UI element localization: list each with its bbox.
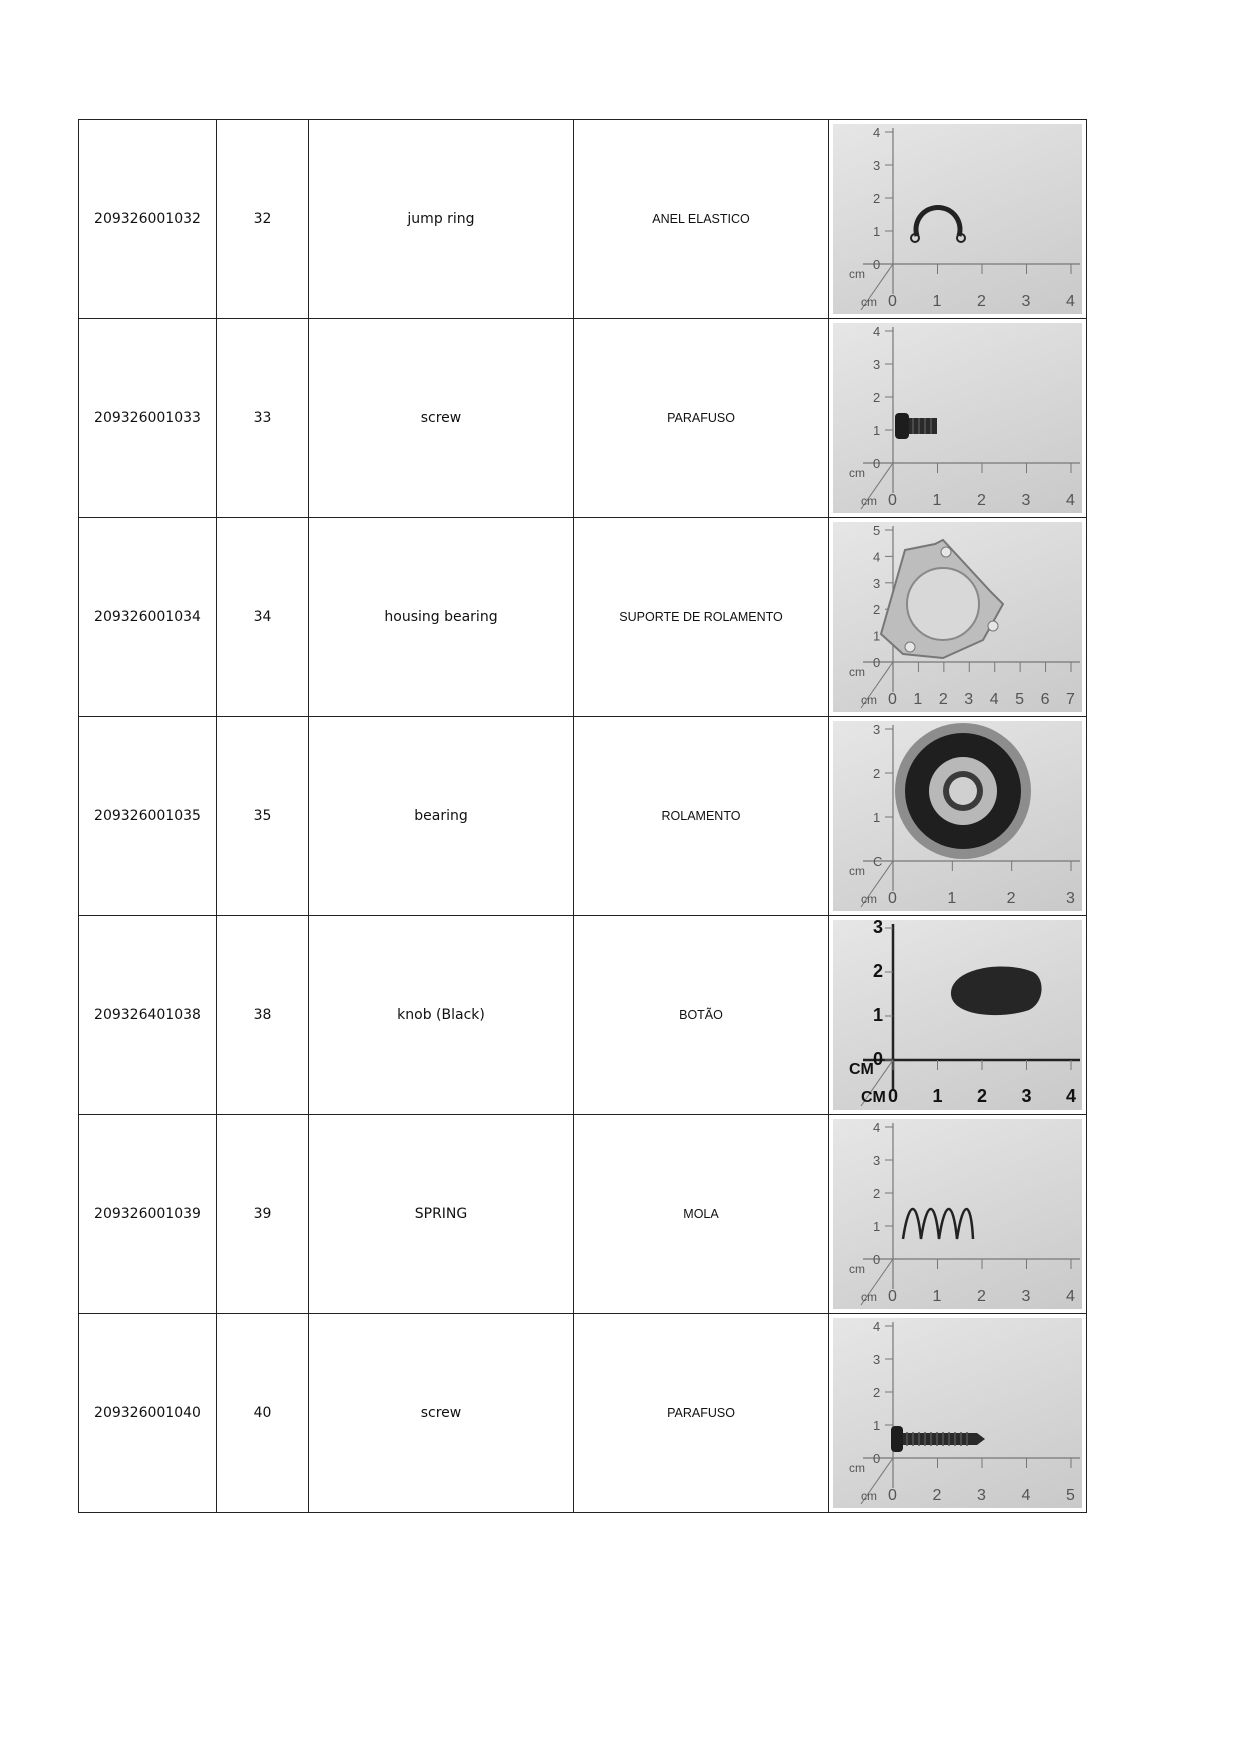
part-photo-cell bbox=[829, 1115, 1087, 1314]
part-photo bbox=[833, 721, 1082, 911]
unit-label-left: cm bbox=[849, 1262, 865, 1276]
scale-tick-label: 2 bbox=[977, 1086, 988, 1106]
spring-icon bbox=[903, 1209, 973, 1239]
scale-tick-label: 0 bbox=[873, 655, 881, 670]
part-photo-cell bbox=[829, 319, 1087, 518]
part-photo bbox=[833, 920, 1082, 1110]
unit-label-left: CM bbox=[849, 1061, 874, 1078]
part-name-english: housing bearing bbox=[309, 518, 574, 717]
scale-tick-label: 6 bbox=[1040, 691, 1050, 708]
scale-tick-label: 2 bbox=[873, 961, 884, 981]
scale-tick-label: 2 bbox=[932, 1487, 942, 1504]
unit-label-left: cm bbox=[849, 864, 865, 878]
part-photo-cell bbox=[829, 916, 1087, 1115]
scale-tick-label: 1 bbox=[873, 1005, 884, 1025]
part-name-portuguese: PARAFUSO bbox=[574, 1314, 829, 1513]
item-number: 33 bbox=[217, 319, 309, 518]
scale-tick-label: 1 bbox=[932, 1086, 943, 1106]
parts-table bbox=[78, 119, 1087, 1513]
scale-tick-label: 1 bbox=[873, 1219, 881, 1234]
item-number: 40 bbox=[217, 1314, 309, 1513]
scale-tick-label: 1 bbox=[873, 810, 881, 825]
scale-tick-label: 4 bbox=[873, 324, 881, 339]
table-row bbox=[79, 518, 1087, 717]
unit-label-bottom: cm bbox=[861, 494, 877, 508]
scale-tick-label: 1 bbox=[873, 423, 881, 438]
item-number: 34 bbox=[217, 518, 309, 717]
scale-tick-label: 3 bbox=[873, 1352, 881, 1367]
table-row bbox=[79, 1115, 1087, 1314]
part-name-portuguese: ROLAMENTO bbox=[574, 717, 829, 916]
scale-tick-label: 1 bbox=[932, 1288, 942, 1305]
scale-tick-label: 1 bbox=[913, 691, 923, 708]
scale-tick-label: 1 bbox=[873, 224, 881, 239]
scale-tick-label: 0 bbox=[888, 492, 897, 509]
scale-tick-label: 2 bbox=[977, 1288, 986, 1305]
scale-tick-label: 7 bbox=[1066, 691, 1075, 708]
scale-tick-label: 1 bbox=[932, 492, 942, 509]
part-photo bbox=[833, 323, 1082, 513]
bearing-housing-icon bbox=[881, 540, 1003, 658]
scale-tick-label: 4 bbox=[873, 1120, 881, 1135]
scale-tick-label: 2 bbox=[873, 1385, 881, 1400]
scale-tick-label: 4 bbox=[1066, 492, 1075, 509]
scale-tick-label: 0 bbox=[873, 1252, 881, 1267]
scale-tick-label: 4 bbox=[873, 125, 881, 140]
unit-label-bottom: cm bbox=[861, 892, 877, 906]
scale-tick-label: 2 bbox=[873, 390, 881, 405]
scale-tick-label: 3 bbox=[873, 722, 881, 737]
unit-label-left: cm bbox=[849, 665, 865, 679]
part-code: 209326001034 bbox=[79, 518, 217, 717]
part-name-english: jump ring bbox=[309, 120, 574, 319]
scale-tick-label: 0 bbox=[888, 1288, 897, 1305]
part-code: 209326001035 bbox=[79, 717, 217, 916]
scale-tick-label: 0 bbox=[888, 293, 897, 310]
part-code: 209326001040 bbox=[79, 1314, 217, 1513]
scale-tick-label: 3 bbox=[1021, 293, 1031, 310]
scale-tick-label: 4 bbox=[873, 549, 881, 565]
item-number: 32 bbox=[217, 120, 309, 319]
scale-tick-label: 4 bbox=[1066, 1086, 1077, 1106]
scale-tick-label: 0 bbox=[873, 1451, 881, 1466]
scale-tick-label: 0 bbox=[888, 890, 897, 907]
scale-tick-label: 1 bbox=[947, 890, 957, 907]
part-photo-cell bbox=[829, 717, 1087, 916]
scale-tick-label: 1 bbox=[873, 1418, 881, 1433]
scale-tick-label: 3 bbox=[1021, 1288, 1031, 1305]
measurement-scale bbox=[849, 125, 1080, 310]
screw-icon bbox=[895, 413, 937, 439]
scale-tick-label: 0 bbox=[888, 1487, 897, 1504]
part-name-english: bearing bbox=[309, 717, 574, 916]
measurement-scale bbox=[849, 324, 1080, 509]
scale-tick-label: 2 bbox=[873, 602, 881, 618]
scale-tick-label: 3 bbox=[964, 691, 974, 708]
item-number: 35 bbox=[217, 717, 309, 916]
scale-tick-label: 2 bbox=[977, 492, 986, 509]
scale-tick-label: 0 bbox=[873, 1049, 884, 1069]
scale-tick-label: 3 bbox=[873, 357, 881, 372]
part-code: 209326001032 bbox=[79, 120, 217, 319]
part-photo bbox=[833, 522, 1082, 712]
part-code: 209326001039 bbox=[79, 1115, 217, 1314]
scale-tick-label: 4 bbox=[1066, 293, 1075, 310]
part-photo-cell bbox=[829, 120, 1087, 319]
part-photo-cell bbox=[829, 1314, 1087, 1513]
scale-tick-label: 3 bbox=[873, 158, 881, 173]
scale-tick-label: 3 bbox=[1021, 492, 1031, 509]
scale-tick-label: 3 bbox=[1021, 1086, 1032, 1106]
item-number: 38 bbox=[217, 916, 309, 1115]
table-row bbox=[79, 1314, 1087, 1513]
scale-tick-label: 0 bbox=[873, 257, 881, 272]
unit-label-bottom: cm bbox=[861, 693, 877, 707]
scale-tick-label: 1 bbox=[932, 293, 942, 310]
scale-tick-label: 2 bbox=[938, 691, 948, 708]
scale-tick-label: 2 bbox=[1006, 890, 1016, 907]
part-name-english: SPRING bbox=[309, 1115, 574, 1314]
scale-tick-label: 0 bbox=[888, 1086, 899, 1106]
knob-icon bbox=[951, 966, 1042, 1015]
unit-label-left: cm bbox=[849, 466, 865, 480]
scale-tick-label: 3 bbox=[873, 575, 881, 591]
unit-label-left: cm bbox=[849, 267, 865, 281]
measurement-scale bbox=[849, 1319, 1080, 1504]
jump-ring-icon bbox=[911, 207, 965, 242]
scale-tick-label: 0 bbox=[888, 691, 897, 708]
unit-label-bottom: cm bbox=[861, 1489, 877, 1503]
unit-label-bottom: cm bbox=[861, 1290, 877, 1304]
part-photo-cell bbox=[829, 518, 1087, 717]
scale-tick-label: 5 bbox=[1066, 1487, 1075, 1504]
scale-tick-label: 0 bbox=[873, 456, 881, 471]
part-name-portuguese: SUPORTE DE ROLAMENTO bbox=[574, 518, 829, 717]
scale-tick-label: 5 bbox=[873, 523, 881, 538]
part-name-portuguese: BOTÃO bbox=[574, 916, 829, 1115]
measurement-scale bbox=[849, 920, 1080, 1106]
unit-label-bottom: cm bbox=[861, 295, 877, 309]
part-name-english: knob (Black) bbox=[309, 916, 574, 1115]
part-photo bbox=[833, 1119, 1082, 1309]
scale-tick-label: 3 bbox=[873, 1153, 881, 1168]
long-screw-icon bbox=[891, 1426, 985, 1452]
scale-tick-label: 2 bbox=[873, 191, 881, 206]
unit-label-bottom: CM bbox=[861, 1089, 886, 1106]
bearing-icon bbox=[895, 723, 1031, 859]
part-name-english: screw bbox=[309, 1314, 574, 1513]
part-name-portuguese: PARAFUSO bbox=[574, 319, 829, 518]
scale-tick-label: 4 bbox=[989, 691, 999, 708]
scale-tick-label: 5 bbox=[1015, 691, 1025, 708]
scale-tick-label: 1 bbox=[873, 628, 881, 644]
table-row bbox=[79, 717, 1087, 916]
part-name-portuguese: ANEL ELASTICO bbox=[574, 120, 829, 319]
part-name-portuguese: MOLA bbox=[574, 1115, 829, 1314]
scale-tick-label: 4 bbox=[1066, 1288, 1075, 1305]
scale-tick-label: 3 bbox=[1066, 890, 1075, 907]
scale-tick-label: C bbox=[873, 854, 883, 869]
item-number: 39 bbox=[217, 1115, 309, 1314]
table-row bbox=[79, 120, 1087, 319]
scale-tick-label: 3 bbox=[873, 920, 884, 937]
table-row bbox=[79, 319, 1087, 518]
unit-label-left: cm bbox=[849, 1461, 865, 1475]
scale-tick-label: 4 bbox=[873, 1319, 881, 1334]
scale-tick-label: 2 bbox=[977, 293, 986, 310]
part-code: 209326401038 bbox=[79, 916, 217, 1115]
part-photo bbox=[833, 124, 1082, 314]
part-name-english: screw bbox=[309, 319, 574, 518]
part-photo bbox=[833, 1318, 1082, 1508]
part-code: 209326001033 bbox=[79, 319, 217, 518]
scale-tick-label: 2 bbox=[873, 1186, 881, 1201]
scale-tick-label: 3 bbox=[977, 1487, 986, 1504]
table-row bbox=[79, 916, 1087, 1115]
scale-tick-label: 4 bbox=[1021, 1487, 1031, 1504]
scale-tick-label: 2 bbox=[873, 766, 881, 781]
